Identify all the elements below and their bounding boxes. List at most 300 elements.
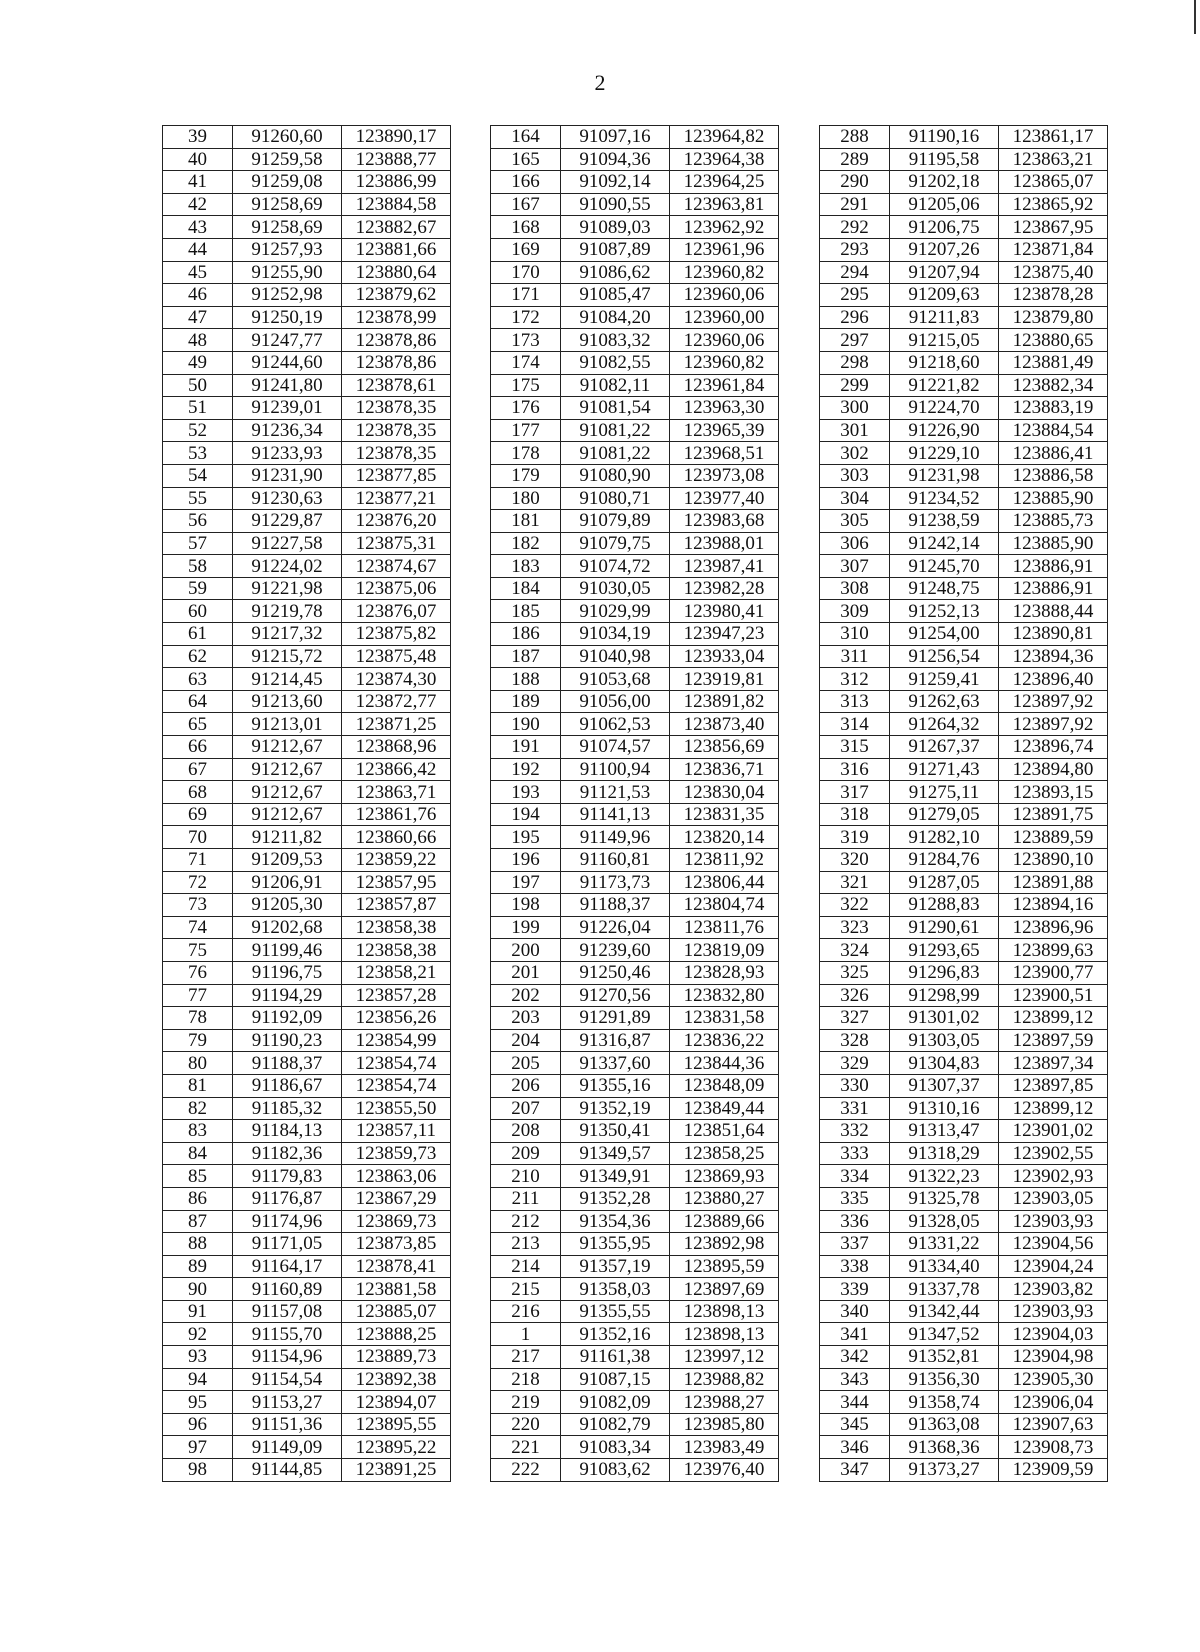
x-coordinate-cell: 91258,69	[233, 216, 342, 239]
column-separator	[779, 329, 798, 352]
column-separator	[779, 306, 798, 329]
y-coordinate-cell: 123904,03	[999, 1323, 1108, 1346]
y-coordinate-cell: 123881,66	[342, 238, 451, 261]
point-number-cell: 189	[491, 690, 561, 713]
column-separator	[779, 351, 798, 374]
table-row	[820, 306, 1108, 329]
column-separator	[451, 1300, 470, 1323]
point-number-cell: 164	[491, 126, 561, 149]
point-number-cell: 199	[491, 916, 561, 939]
table-row	[163, 849, 470, 872]
column-separator	[451, 532, 470, 555]
x-coordinate-cell: 91279,05	[890, 803, 999, 826]
column-separator	[451, 329, 470, 352]
point-number-cell: 58	[163, 555, 233, 578]
table-row	[491, 148, 798, 171]
y-coordinate-cell: 123859,73	[342, 1142, 451, 1165]
x-coordinate-cell: 91337,78	[890, 1278, 999, 1301]
y-coordinate-cell: 123982,28	[670, 577, 779, 600]
y-coordinate-cell: 123983,49	[670, 1436, 779, 1459]
point-number-cell: 165	[491, 148, 561, 171]
x-coordinate-cell: 91355,16	[561, 1074, 670, 1097]
y-coordinate-cell: 123888,25	[342, 1323, 451, 1346]
y-coordinate-cell: 123878,41	[342, 1255, 451, 1278]
y-coordinate-cell: 123819,09	[670, 939, 779, 962]
x-coordinate-cell: 91271,43	[890, 758, 999, 781]
x-coordinate-cell: 91094,36	[561, 148, 670, 171]
x-coordinate-cell: 91151,36	[233, 1413, 342, 1436]
table-row	[820, 238, 1108, 261]
y-coordinate-cell: 123874,30	[342, 668, 451, 691]
table-row	[163, 464, 470, 487]
point-number-cell: 194	[491, 803, 561, 826]
column-separator	[779, 668, 798, 691]
point-number-cell: 181	[491, 510, 561, 533]
y-coordinate-cell: 123895,55	[342, 1413, 451, 1436]
x-coordinate-cell: 91342,44	[890, 1300, 999, 1323]
y-coordinate-cell: 123858,21	[342, 961, 451, 984]
point-number-cell: 330	[820, 1074, 890, 1097]
point-number-cell: 183	[491, 555, 561, 578]
point-number-cell: 60	[163, 600, 233, 623]
point-number-cell: 98	[163, 1459, 233, 1482]
x-coordinate-cell: 91190,16	[890, 126, 999, 149]
x-coordinate-cell: 91062,53	[561, 713, 670, 736]
column-separator	[779, 1097, 798, 1120]
x-coordinate-cell: 91224,70	[890, 397, 999, 420]
x-coordinate-cell: 91260,60	[233, 126, 342, 149]
table-row	[491, 1323, 798, 1346]
y-coordinate-cell: 123858,38	[342, 916, 451, 939]
x-coordinate-cell: 91160,89	[233, 1278, 342, 1301]
y-coordinate-cell: 123904,56	[999, 1233, 1108, 1256]
x-coordinate-cell: 91355,55	[561, 1300, 670, 1323]
point-number-cell: 185	[491, 600, 561, 623]
y-coordinate-cell: 123899,12	[999, 1007, 1108, 1030]
column-separator	[451, 284, 470, 307]
x-coordinate-cell: 91349,57	[561, 1142, 670, 1165]
point-number-cell: 68	[163, 781, 233, 804]
table-row	[820, 1165, 1108, 1188]
y-coordinate-cell: 123854,99	[342, 1029, 451, 1052]
table-row	[820, 1029, 1108, 1052]
y-coordinate-cell: 123879,62	[342, 284, 451, 307]
table-row	[820, 442, 1108, 465]
x-coordinate-cell: 91296,83	[890, 961, 999, 984]
y-coordinate-cell: 123884,54	[999, 419, 1108, 442]
column-separator	[451, 1368, 470, 1391]
x-coordinate-cell: 91250,19	[233, 306, 342, 329]
x-coordinate-cell: 91082,55	[561, 351, 670, 374]
column-separator	[451, 1074, 470, 1097]
table-row	[491, 329, 798, 352]
table-row	[820, 871, 1108, 894]
x-coordinate-cell: 91256,54	[890, 645, 999, 668]
column-separator	[779, 577, 798, 600]
y-coordinate-cell: 123907,63	[999, 1413, 1108, 1436]
y-coordinate-cell: 123857,87	[342, 894, 451, 917]
y-coordinate-cell: 123896,74	[999, 736, 1108, 759]
x-coordinate-cell: 91155,70	[233, 1323, 342, 1346]
column-separator	[451, 1346, 470, 1369]
table-row	[820, 1007, 1108, 1030]
x-coordinate-cell: 91248,75	[890, 577, 999, 600]
x-coordinate-cell: 91080,71	[561, 487, 670, 510]
point-number-cell: 54	[163, 464, 233, 487]
x-coordinate-cell: 91199,46	[233, 939, 342, 962]
column-separator	[779, 803, 798, 826]
column-separator	[451, 171, 470, 194]
table-row	[491, 736, 798, 759]
column-separator	[779, 826, 798, 849]
x-coordinate-cell: 91205,30	[233, 894, 342, 917]
y-coordinate-cell: 123866,42	[342, 758, 451, 781]
y-coordinate-cell: 123863,71	[342, 781, 451, 804]
x-coordinate-cell: 91259,58	[233, 148, 342, 171]
point-number-cell: 76	[163, 961, 233, 984]
y-coordinate-cell: 123880,27	[670, 1187, 779, 1210]
y-coordinate-cell: 123854,74	[342, 1074, 451, 1097]
point-number-cell: 291	[820, 193, 890, 216]
y-coordinate-cell: 123811,92	[670, 849, 779, 872]
point-number-cell: 294	[820, 261, 890, 284]
x-coordinate-cell: 91358,74	[890, 1391, 999, 1414]
point-number-cell: 92	[163, 1323, 233, 1346]
y-coordinate-cell: 123859,22	[342, 849, 451, 872]
y-coordinate-cell: 123919,81	[670, 668, 779, 691]
point-number-cell: 190	[491, 713, 561, 736]
x-coordinate-cell: 91262,63	[890, 690, 999, 713]
x-coordinate-cell: 91079,89	[561, 510, 670, 533]
y-coordinate-cell: 123965,39	[670, 419, 779, 442]
scan-edge-mark	[1194, 0, 1196, 34]
table-row	[820, 1255, 1108, 1278]
point-number-cell: 53	[163, 442, 233, 465]
column-separator	[451, 1120, 470, 1143]
column-separator	[779, 374, 798, 397]
x-coordinate-cell: 91089,03	[561, 216, 670, 239]
point-number-cell: 82	[163, 1097, 233, 1120]
point-number-cell: 42	[163, 193, 233, 216]
column-separator	[451, 510, 470, 533]
x-coordinate-cell: 91355,95	[561, 1233, 670, 1256]
x-coordinate-cell: 91215,72	[233, 645, 342, 668]
column-separator	[779, 442, 798, 465]
point-number-cell: 177	[491, 419, 561, 442]
y-coordinate-cell: 123831,35	[670, 803, 779, 826]
column-separator	[451, 374, 470, 397]
point-number-cell: 209	[491, 1142, 561, 1165]
y-coordinate-cell: 123863,06	[342, 1165, 451, 1188]
x-coordinate-cell: 91182,36	[233, 1142, 342, 1165]
table-row	[491, 487, 798, 510]
table-row	[163, 916, 470, 939]
table-row	[491, 871, 798, 894]
point-number-cell: 328	[820, 1029, 890, 1052]
x-coordinate-cell: 91224,02	[233, 555, 342, 578]
table-row	[820, 419, 1108, 442]
x-coordinate-cell: 91081,22	[561, 419, 670, 442]
y-coordinate-cell: 123899,12	[999, 1097, 1108, 1120]
y-coordinate-cell: 123885,73	[999, 510, 1108, 533]
column-separator	[779, 1413, 798, 1436]
table-row	[820, 126, 1108, 149]
x-coordinate-cell: 91207,26	[890, 238, 999, 261]
column-separator	[779, 1300, 798, 1323]
table-row	[491, 939, 798, 962]
x-coordinate-cell: 91252,13	[890, 600, 999, 623]
column-separator	[779, 238, 798, 261]
x-coordinate-cell: 91040,98	[561, 645, 670, 668]
point-number-cell: 319	[820, 826, 890, 849]
y-coordinate-cell: 123811,76	[670, 916, 779, 939]
x-coordinate-cell: 91259,41	[890, 668, 999, 691]
x-coordinate-cell: 91291,89	[561, 1007, 670, 1030]
table-row	[491, 916, 798, 939]
point-number-cell: 305	[820, 510, 890, 533]
y-coordinate-cell: 123868,96	[342, 736, 451, 759]
table-row	[491, 1120, 798, 1143]
point-number-cell: 56	[163, 510, 233, 533]
table-row	[491, 1255, 798, 1278]
y-coordinate-cell: 123988,27	[670, 1391, 779, 1414]
y-coordinate-cell: 123878,61	[342, 374, 451, 397]
table-row	[163, 826, 470, 849]
column-separator	[451, 1007, 470, 1030]
point-number-cell: 345	[820, 1413, 890, 1436]
table-row	[820, 1052, 1108, 1075]
column-separator	[451, 984, 470, 1007]
x-coordinate-cell: 91082,09	[561, 1391, 670, 1414]
table-row	[163, 1278, 470, 1301]
x-coordinate-cell: 91090,55	[561, 193, 670, 216]
point-number-cell: 172	[491, 306, 561, 329]
y-coordinate-cell: 123861,76	[342, 803, 451, 826]
y-coordinate-cell: 123872,77	[342, 690, 451, 713]
y-coordinate-cell: 123894,80	[999, 758, 1108, 781]
y-coordinate-cell: 123878,35	[342, 442, 451, 465]
point-number-cell: 346	[820, 1436, 890, 1459]
x-coordinate-cell: 91212,67	[233, 781, 342, 804]
column-separator	[779, 397, 798, 420]
table-row	[820, 171, 1108, 194]
table-row	[820, 713, 1108, 736]
x-coordinate-cell: 91229,10	[890, 442, 999, 465]
point-number-cell: 340	[820, 1300, 890, 1323]
point-number-cell: 79	[163, 1029, 233, 1052]
point-number-cell: 302	[820, 442, 890, 465]
x-coordinate-cell: 91275,11	[890, 781, 999, 804]
column-separator	[451, 1097, 470, 1120]
table-row	[820, 1436, 1108, 1459]
point-number-cell: 200	[491, 939, 561, 962]
column-separator	[451, 826, 470, 849]
table-row	[491, 555, 798, 578]
y-coordinate-cell: 123961,84	[670, 374, 779, 397]
table-row	[491, 1029, 798, 1052]
point-number-cell: 333	[820, 1142, 890, 1165]
table-row	[820, 284, 1108, 307]
column-separator	[779, 510, 798, 533]
point-number-cell: 326	[820, 984, 890, 1007]
table-row	[163, 306, 470, 329]
table-row	[491, 600, 798, 623]
x-coordinate-cell: 91211,82	[233, 826, 342, 849]
table-row	[820, 1346, 1108, 1369]
y-coordinate-cell: 123831,58	[670, 1007, 779, 1030]
point-number-cell: 343	[820, 1368, 890, 1391]
table-row	[820, 894, 1108, 917]
point-number-cell: 310	[820, 623, 890, 646]
point-number-cell: 187	[491, 645, 561, 668]
x-coordinate-cell: 91239,01	[233, 397, 342, 420]
y-coordinate-cell: 123889,73	[342, 1346, 451, 1369]
x-coordinate-cell: 91056,00	[561, 690, 670, 713]
table-row	[163, 623, 470, 646]
table-row	[491, 419, 798, 442]
point-number-cell: 331	[820, 1097, 890, 1120]
table-row	[820, 1391, 1108, 1414]
y-coordinate-cell: 123906,04	[999, 1391, 1108, 1414]
column-separator	[779, 1165, 798, 1188]
y-coordinate-cell: 123830,04	[670, 781, 779, 804]
point-number-cell: 218	[491, 1368, 561, 1391]
x-coordinate-cell: 91087,15	[561, 1368, 670, 1391]
table-row	[820, 1097, 1108, 1120]
x-coordinate-cell: 91081,22	[561, 442, 670, 465]
x-coordinate-cell: 91141,13	[561, 803, 670, 826]
column-separator	[451, 261, 470, 284]
table-row	[163, 1459, 470, 1482]
point-number-cell: 204	[491, 1029, 561, 1052]
column-separator	[779, 1368, 798, 1391]
table-row	[491, 306, 798, 329]
y-coordinate-cell: 123882,67	[342, 216, 451, 239]
table-row	[163, 803, 470, 826]
table-row	[820, 532, 1108, 555]
point-number-cell: 51	[163, 397, 233, 420]
y-coordinate-cell: 123900,51	[999, 984, 1108, 1007]
table-row	[491, 238, 798, 261]
x-coordinate-cell: 91179,83	[233, 1165, 342, 1188]
table-row	[491, 984, 798, 1007]
page-number: 2	[594, 70, 606, 95]
x-coordinate-cell: 91356,30	[890, 1368, 999, 1391]
x-coordinate-cell: 91298,99	[890, 984, 999, 1007]
y-coordinate-cell: 123856,69	[670, 736, 779, 759]
point-number-cell: 206	[491, 1074, 561, 1097]
table-row	[820, 487, 1108, 510]
y-coordinate-cell: 123856,26	[342, 1007, 451, 1030]
x-coordinate-cell: 91313,47	[890, 1120, 999, 1143]
x-coordinate-cell: 91194,29	[233, 984, 342, 1007]
table-row	[491, 1210, 798, 1233]
y-coordinate-cell: 123857,11	[342, 1120, 451, 1143]
coordinates-table-1	[162, 125, 469, 1482]
point-number-cell: 80	[163, 1052, 233, 1075]
y-coordinate-cell: 123886,58	[999, 464, 1108, 487]
point-number-cell: 332	[820, 1120, 890, 1143]
point-number-cell: 301	[820, 419, 890, 442]
point-number-cell: 334	[820, 1165, 890, 1188]
column-separator	[779, 216, 798, 239]
x-coordinate-cell: 91322,23	[890, 1165, 999, 1188]
column-separator	[779, 690, 798, 713]
point-number-cell: 45	[163, 261, 233, 284]
x-coordinate-cell: 91252,98	[233, 284, 342, 307]
point-number-cell: 289	[820, 148, 890, 171]
column-separator	[451, 1459, 470, 1482]
x-coordinate-cell: 91080,90	[561, 464, 670, 487]
x-coordinate-cell: 91085,47	[561, 284, 670, 307]
point-number-cell: 327	[820, 1007, 890, 1030]
y-coordinate-cell: 123886,91	[999, 577, 1108, 600]
y-coordinate-cell: 123865,07	[999, 171, 1108, 194]
table-row	[163, 216, 470, 239]
y-coordinate-cell: 123880,64	[342, 261, 451, 284]
table-row	[491, 442, 798, 465]
point-number-cell: 72	[163, 871, 233, 894]
point-number-cell: 94	[163, 1368, 233, 1391]
point-number-cell: 216	[491, 1300, 561, 1323]
point-number-cell: 171	[491, 284, 561, 307]
column-separator	[451, 1323, 470, 1346]
y-coordinate-cell: 123960,82	[670, 261, 779, 284]
point-number-cell: 300	[820, 397, 890, 420]
column-separator	[779, 261, 798, 284]
x-coordinate-cell: 91171,05	[233, 1233, 342, 1256]
table-row	[820, 1074, 1108, 1097]
table-row	[163, 939, 470, 962]
x-coordinate-cell: 91218,60	[890, 351, 999, 374]
table-row	[163, 1120, 470, 1143]
column-separator	[779, 193, 798, 216]
table-row	[163, 961, 470, 984]
x-coordinate-cell: 91303,05	[890, 1029, 999, 1052]
point-number-cell: 325	[820, 961, 890, 984]
column-separator	[779, 758, 798, 781]
x-coordinate-cell: 91270,56	[561, 984, 670, 1007]
column-separator	[451, 781, 470, 804]
point-number-cell: 90	[163, 1278, 233, 1301]
table-row	[163, 1368, 470, 1391]
x-coordinate-cell: 91083,34	[561, 1436, 670, 1459]
y-coordinate-cell: 123963,81	[670, 193, 779, 216]
point-number-cell: 64	[163, 690, 233, 713]
point-number-cell: 71	[163, 849, 233, 872]
table-row	[820, 148, 1108, 171]
y-coordinate-cell: 123828,93	[670, 961, 779, 984]
point-number-cell: 43	[163, 216, 233, 239]
y-coordinate-cell: 123876,20	[342, 510, 451, 533]
x-coordinate-cell: 91149,09	[233, 1436, 342, 1459]
point-number-cell: 86	[163, 1187, 233, 1210]
point-number-cell: 176	[491, 397, 561, 420]
y-coordinate-cell: 123820,14	[670, 826, 779, 849]
x-coordinate-cell: 91316,87	[561, 1029, 670, 1052]
x-coordinate-cell: 91083,62	[561, 1459, 670, 1482]
point-number-cell: 215	[491, 1278, 561, 1301]
column-separator	[779, 1074, 798, 1097]
x-coordinate-cell: 91331,22	[890, 1233, 999, 1256]
column-separator	[451, 961, 470, 984]
point-number-cell: 91	[163, 1300, 233, 1323]
x-coordinate-cell: 91176,87	[233, 1187, 342, 1210]
y-coordinate-cell: 123903,93	[999, 1210, 1108, 1233]
table-row	[163, 1187, 470, 1210]
coordinates-table-3	[819, 125, 1108, 1482]
column-separator	[779, 984, 798, 1007]
